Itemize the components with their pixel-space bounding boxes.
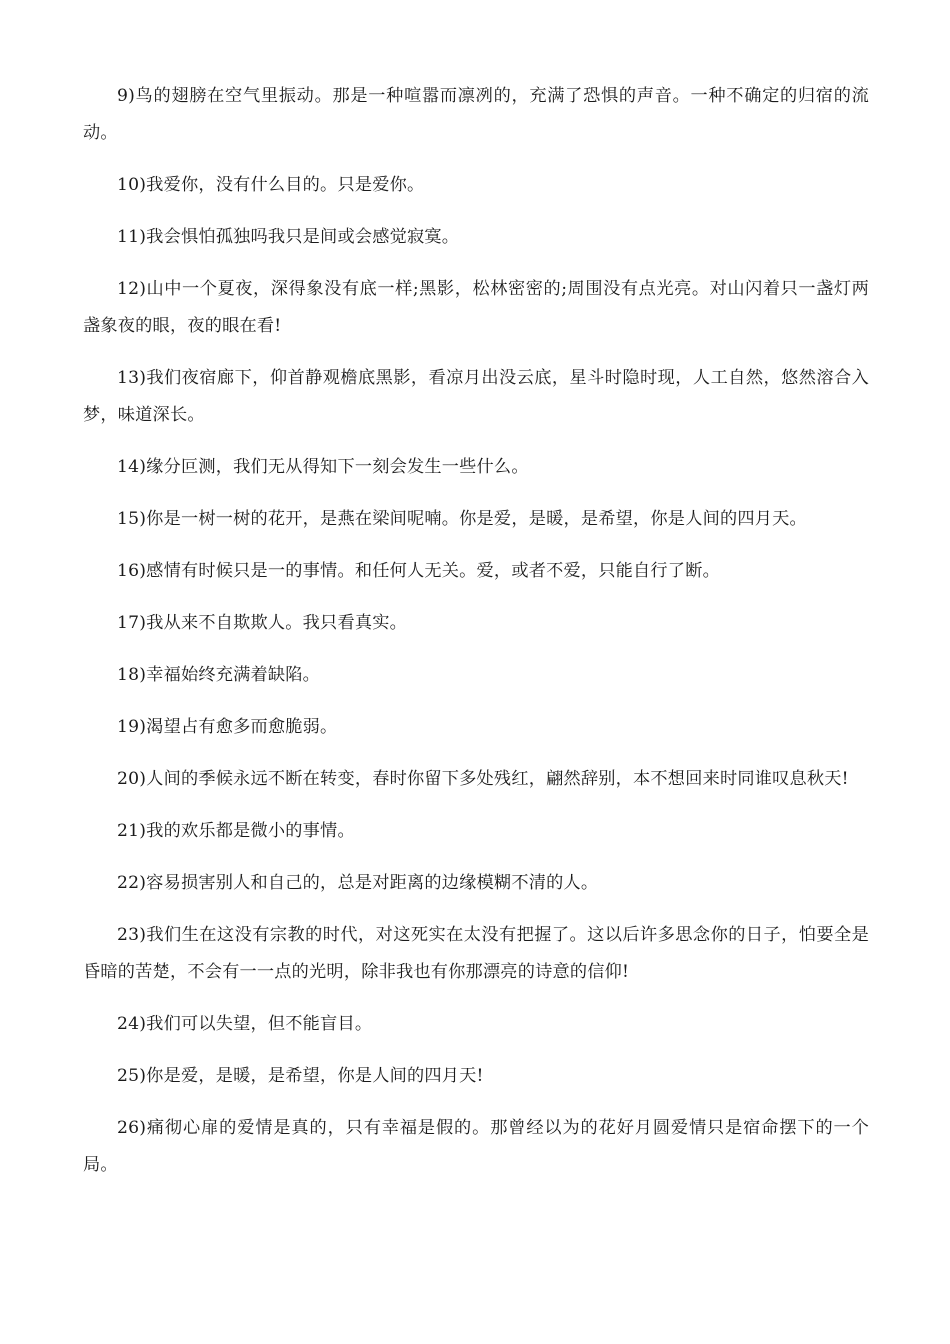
paragraph-25: 25)你是爱，是暖，是希望，你是人间的四月天!: [117, 1066, 484, 1086]
paragraph-24: 24)我们可以失望，但不能盲目。: [117, 1014, 373, 1034]
paragraph-22: 22)容易损害别人和自己的，总是对距离的边缘模糊不清的人。: [117, 873, 599, 893]
paragraph-15: 15)你是一树一树的花开，是燕在梁间呢喃。你是爱，是暖，是希望，你是人间的四月天。: [117, 509, 807, 529]
paragraph-18: 18)幸福始终充满着缺陷。: [117, 665, 321, 685]
paragraph-19: 19)渴望占有愈多而愈脆弱。: [117, 717, 338, 737]
paragraph-13: 13)我们夜宿廊下，仰首静观檐底黑影，看凉月出没云底，星斗时隐时现，人工自然，悠然溶合入梦，味道深长。: [83, 368, 869, 425]
paragraph-26: 26)痛彻心扉的爱情是真的，只有幸福是假的。那曾经以为的花好月圆爱情只是宿命摆下的一个局。: [83, 1118, 869, 1175]
paragraph-17: 17)我从来不自欺欺人。我只看真实。: [117, 613, 407, 633]
paragraph-11: 11)我会惧怕孤独吗我只是间或会感觉寂寞。: [117, 227, 460, 247]
paragraph-16: 16)感情有时候只是一的事情。和任何人无关。爱，或者不爱，只能自行了断。: [117, 561, 720, 581]
document-body: [83, 78, 869, 1199]
paragraph-10: 10)我爱你，没有什么目的。只是爱你。: [117, 175, 425, 195]
paragraph-23: 23)我们生在这没有宗教的时代，对这死实在太没有把握了。这以后许多思念你的日子，怕要全是昏暗的苦楚，不会有一一点的光明，除非我也有你那漂亮的诗意的信仰!: [83, 925, 869, 982]
paragraph-20: 20)人间的季候永远不断在转变，春时你留下多处残红，翩然辞别，本不想回来时同谁叹息秋天!: [117, 769, 849, 789]
paragraph-14: 14)缘分叵测，我们无从得知下一刻会发生一些什么。: [117, 457, 529, 477]
paragraph-21: 21)我的欢乐都是微小的事情。: [117, 821, 355, 841]
paragraph-9: 9)鸟的翅膀在空气里振动。那是一种喧嚣而凛冽的，充满了恐惧的声音。一种不确定的归宿的流动。: [83, 86, 869, 143]
paragraph-12: 12)山中一个夏夜，深得象没有底一样;黑影，松林密密的;周围没有点光亮。对山闪着只一盏灯两盏象夜的眼，夜的眼在看!: [83, 279, 869, 336]
